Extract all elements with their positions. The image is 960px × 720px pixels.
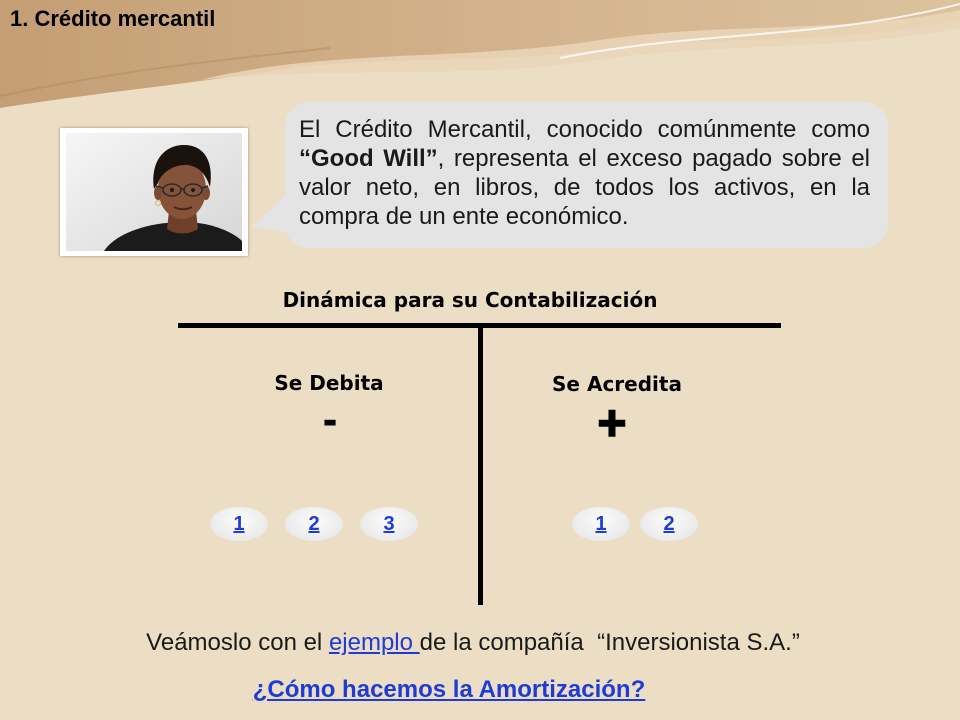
debit-label: Se Debita	[274, 371, 384, 395]
t-account-vertical-rule	[478, 323, 483, 605]
credit-link-oval-2	[640, 507, 698, 541]
credit-link-2[interactable]: 2	[663, 513, 675, 535]
example-text-intro: Veámoslo con el	[146, 629, 329, 656]
example-sentence	[123, 629, 823, 657]
debit-link-oval-1	[210, 507, 268, 541]
example-text-company: de la compañía “Inversionista S.A.”	[419, 629, 800, 656]
credit-link-oval-1	[572, 507, 630, 541]
good-will-term: “Good Will”	[299, 145, 438, 172]
t-account-heading: Dinámica para su Contabilización	[282, 288, 658, 312]
speech-text-intro: El Crédito Mercantil, conocido comúnmente como	[299, 116, 870, 143]
debit-minus-sign: -	[323, 398, 337, 442]
debit-link-1[interactable]: 1	[233, 513, 245, 535]
credit-label: Se Acredita	[552, 372, 682, 396]
amortization-link[interactable]: ¿Cómo hacemos la Amortización?	[252, 676, 646, 703]
speech-text-rest: , representa el exceso pagado sobre el valor neto, en libros, de todos los activos, en la compra de un ente económico.	[299, 145, 871, 230]
credit-link-1[interactable]: 1	[595, 513, 607, 535]
credit-plus-sign: +	[597, 395, 627, 451]
example-link[interactable]: ejemplo	[328, 629, 420, 656]
debit-link-2[interactable]: 2	[308, 513, 320, 535]
debit-link-3[interactable]: 3	[383, 513, 395, 535]
portrait-image	[66, 133, 242, 251]
debit-link-oval-2	[285, 507, 343, 541]
slide-title: 1. Crédito mercantil	[10, 6, 216, 31]
amortization-link-row	[199, 676, 699, 704]
debit-link-oval-3	[360, 507, 418, 541]
speech-bubble-text	[299, 115, 870, 231]
portrait-photo	[60, 128, 248, 256]
